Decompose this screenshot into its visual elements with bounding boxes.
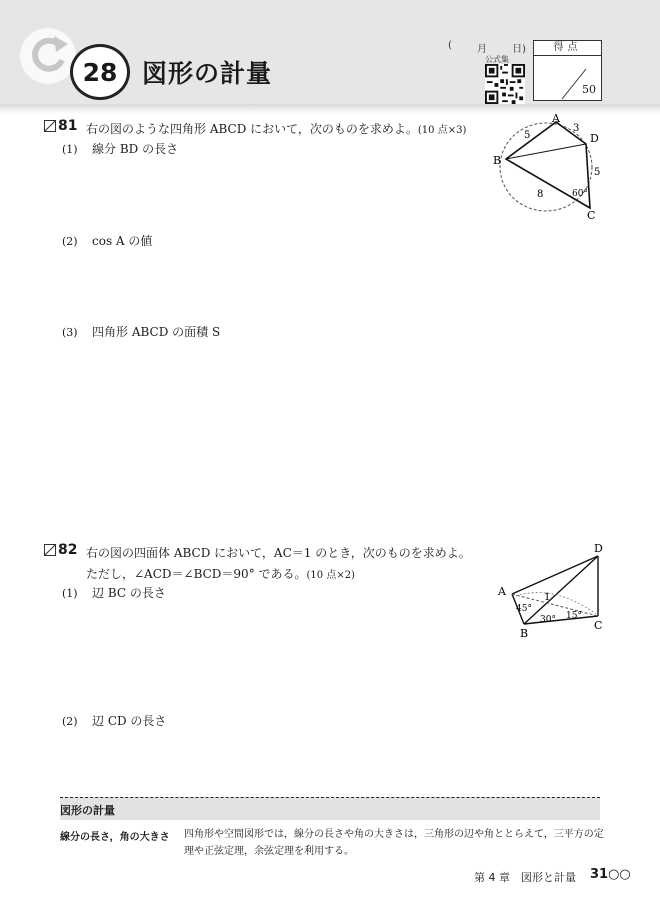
summary-text: 四角形や空間図形では，線分の長さや角の大きさは，三角形の辺や角ととらえて，三平方の定理や正弦定理，余弦定理を利用する。 bbox=[184, 829, 604, 857]
problem-82-sub-2 bbox=[62, 712, 166, 729]
problem-81-sub-3 bbox=[62, 323, 220, 340]
label-b: B bbox=[493, 154, 502, 167]
label-ab: 5 bbox=[524, 130, 531, 141]
sub-number: (3) bbox=[62, 326, 78, 339]
checkbox-icon[interactable] bbox=[44, 120, 56, 132]
edge-db bbox=[524, 556, 598, 624]
label-d: D bbox=[594, 542, 603, 555]
statement-text: 右の図のような四角形 ABCD において，次のものを求めよ。 bbox=[86, 122, 418, 136]
statement-text: ただし，∠ACD＝∠BCD＝90° である。 bbox=[86, 567, 307, 581]
footer-chapter: 第 4 章 図形と計量 bbox=[474, 871, 576, 884]
problem-81-sub-2 bbox=[62, 232, 152, 249]
label-b: B bbox=[520, 627, 529, 640]
score-label: 得点 bbox=[534, 41, 601, 56]
label-c: C bbox=[587, 209, 596, 222]
problem-82-statement: 右の図の四面体 ABCD において，AC＝1 のとき，次のものを求めよ。 bbox=[86, 546, 471, 560]
sub-number: (2) bbox=[62, 235, 78, 248]
edge-bc bbox=[524, 616, 598, 624]
qr-code-icon[interactable] bbox=[484, 64, 526, 104]
points: (10 点×3) bbox=[417, 125, 467, 136]
problem-82-sub-1 bbox=[62, 584, 166, 601]
refresh-logo-icon bbox=[20, 28, 76, 84]
sub-text: cos A の値 bbox=[92, 234, 153, 248]
problem-number: 81 bbox=[58, 118, 78, 134]
score-box[interactable] bbox=[533, 40, 602, 101]
summary-term: 線分の長さ，角の大きさ bbox=[60, 832, 170, 843]
figure-81-quadrilateral bbox=[486, 112, 606, 224]
label-angle-a: 45° bbox=[516, 604, 532, 614]
summary-title: 図形の計量 bbox=[60, 804, 115, 817]
figure-82-tetrahedron bbox=[494, 540, 612, 640]
lesson-number-badge: 28 bbox=[70, 44, 130, 100]
sub-text: 辺 BC の長さ bbox=[92, 586, 166, 600]
sub-text: 線分 BD の長さ bbox=[92, 142, 179, 156]
sub-number: (1) bbox=[62, 143, 78, 156]
problem-81-sub-1 bbox=[62, 140, 178, 157]
summary-bar bbox=[60, 797, 600, 820]
label-angle-c: 15° bbox=[566, 611, 582, 621]
label-ac: 1 bbox=[544, 592, 551, 603]
qr-label: 公式集 bbox=[485, 55, 509, 64]
label-dc: 5 bbox=[594, 167, 601, 178]
label-bc: 8 bbox=[537, 189, 544, 200]
diagonal-bd bbox=[506, 144, 586, 159]
problem-number: 82 bbox=[58, 542, 78, 558]
problem-82-header bbox=[44, 542, 85, 558]
points: (10 点×2) bbox=[306, 570, 355, 581]
checkbox-icon[interactable] bbox=[44, 544, 56, 556]
problem-81-statement bbox=[86, 120, 466, 137]
label-a: A bbox=[552, 112, 560, 125]
date-month: 月 bbox=[477, 44, 487, 55]
label-d: D bbox=[590, 132, 599, 145]
sub-text: 辺 CD の長さ bbox=[92, 714, 167, 728]
label-angle-b: 30° bbox=[540, 615, 556, 625]
sub-number: (1) bbox=[62, 587, 78, 600]
date-day: 日) bbox=[512, 44, 526, 55]
label-ad: 3 bbox=[573, 123, 580, 134]
edge-ad bbox=[512, 556, 598, 594]
date-field bbox=[448, 40, 526, 55]
problem-82-statement-2 bbox=[86, 565, 355, 582]
sub-number: (2) bbox=[62, 715, 78, 728]
sub-text: 四角形 ABCD の面積 S bbox=[92, 325, 221, 339]
date-open-paren: ( bbox=[448, 40, 452, 51]
footer-page-number: 31○○ bbox=[590, 867, 631, 882]
label-angle-c: 60° bbox=[572, 189, 588, 199]
problem-81-header bbox=[44, 118, 85, 134]
lesson-title: 図形の計量 bbox=[142, 59, 273, 88]
label-a: A bbox=[498, 585, 506, 598]
label-c: C bbox=[594, 619, 603, 632]
score-total: 50 bbox=[582, 83, 596, 96]
